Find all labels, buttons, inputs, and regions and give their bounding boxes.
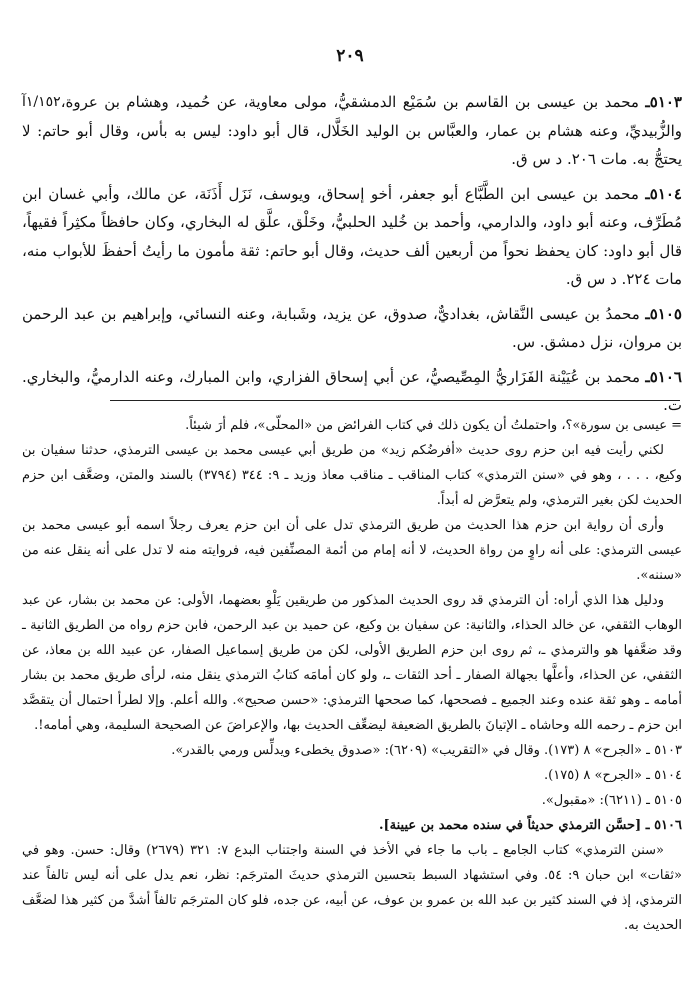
footnote-paragraph: وأرى أن رواية ابن حزم هذا الحديث من طريق الترمذي تدل على أن ابن حزم يعرف رجلاً اسمه أبو عيسى محمد بن عيسى الترمذي: على أنه راوٍ من رواة الحديث، لا أنه إمام من أئمة المصنِّفين فيه، فروايته منه لا تدل على أنه ينقل عنه من «سننه». xyxy=(22,518,682,583)
footnote-5103: ٥١٠٣ ـ «الجرح» ٨ (١٧٣). وقال في «التقريب» (٦٢٠٩): «صدوق يخطىء ويدلِّس ورمي بالقدر». xyxy=(171,743,682,758)
footnote-paragraph: ودليل هذا الذي أراه: أن الترمذي قد روى الحديث المذكور من طريقين يَلْوِ بعضهما، الأولى: عن محمد بن بشار، عن عبد الوهاب الثقفي، عن خالد الحذاء، والثانية: عن سفيان بن وكيع، عن حميد بن عبد الرحمن، فابن حزم رواه من الطريق الثانية ـ وقد ضعَّفها هو والترمذي ـ، ثم روى ابن حزم الطريق الأولى، لكن من طريق إسماعيل الصفار، عن عبيد الله بن معاذ، عن الثقفي، عن الحذاء، وأعلَّها بجهالة الصفار ـ أحد الثقات ـ، ولو كان أمامَه كتابُ الترمذي ينقل منه، لرأى طريق محمد بن بشار أمامه ـ وهو ثقة عنده وعند الجميع ـ فصححها، كما صححها الترمذي: «حسن صحيح». والله أعلم. وإلا لطرأ احتمال أن يتقصَّد ابن حزم ـ رحمه الله وحاشاه ـ الإتيانَ بالطريق الضعيفة ليضعِّف الحديث بها، والإعراضَ عن الصحيحة السليمة، وهي أمامه!. xyxy=(22,593,682,733)
entry-5103 xyxy=(22,88,682,174)
footnote-5104: ٥١٠٤ ـ «الجرح» ٨ (١٧٥). xyxy=(544,768,682,783)
footnote-5106-text: «سنن الترمذي» كتاب الجامع ـ باب ما جاء في الأخذ في السنة واجتناب البدع ٧: ٣٢١ (٢٦٧٩) وقال: حسن. وهو في «ثقات» ابن حبان ٩: ٥٤. وفي استشهاد السبط بتحسين الترمذي حديثَ المترجَم: نظر، نعم يدل على أنه ليس تالفاً عند الترمذي، إذ في السند كثير بن عبد الله بن عمرو بن عوف، عن أبيه، عن جده، فلو كان المترجَم تالفاً أشدَّ من كثير هذا لضعَّف الحديث به. xyxy=(22,843,682,933)
page-number: ٢٠٩ xyxy=(336,46,364,66)
footnote-paragraph: = عيسى بن سورة»؟، واحتملتُ أن يكون ذلك في كتاب الفرائض من «المحلّى»، فلم أرَ شيئاً. xyxy=(185,418,682,433)
entry-number: ٥١٠٥ـ xyxy=(645,304,682,323)
footnotes xyxy=(22,413,682,938)
footnote-5106-heading: ٥١٠٦ ـ [حسَّن الترمذي حديثاً في سنده محمد بن عيينة]. xyxy=(378,818,682,833)
footnote-paragraph: لكني رأيت فيه ابن حزم روى حديث «أفرضُكم زيد» من طريق أبي عيسى محمد بن عيسى الترمذي، حدثنا سفيان بن وكيع، . . . ، وهو في «سنن الترمذي» كتاب المناقب ـ مناقب معاذ وزيد ـ ٩: ٣٤٤ (٣٧٩٤) بالسند والمتن، وضعَّف ابن حزم الحديث لكن بغير الترمذي، ولم يتعرَّض له أبداً. xyxy=(22,443,682,508)
entry-5105 xyxy=(22,300,682,357)
entry-text: محمدُ بن عيسى النَّقاش، بغداديٌّ، صدوق، عن يزيد، وشَبابة، وعنه النسائي، وإبراهيم بن عبد الرحمن بن مروان، نزل دمشق. س. xyxy=(22,304,682,351)
entry-text: محمد بن عُيَيْنة الفَزَاريُّ المِصِّيصيُّ، عن أبي إسحاق الفزاري، وابن المبارك، وعنه الدارميُّ، والبخاري. ت. xyxy=(22,367,682,414)
footnote-5105: ٥١٠٥ ـ (٦٢١١): «مقبول». xyxy=(541,793,682,808)
entry-number: ٥١٠٣ـ xyxy=(645,93,682,111)
entry-5104 xyxy=(22,180,682,294)
entry-text: محمد بن عيسى ابن الطَّبَّاع أبو جعفر، أخو إسحاق، ويوسف، نَزَل أَذَنَة، عن مالك، وأبي غسان ابن مُطَرِّف، وعنه أبو داود، والدارمي، وأحمد بن خُليد الحلبيُّ، وخَلْق، علَّق له البخاري، وكان حافظاً مكثِراً فقيهاً، قال أبو داود: كان يحفظ نحواً من أربعين ألف حديث، وقال أبو حاتم: ثقة مأمون ما رأيتُ أحفظَ للأبواب منه، مات ٢٢٤. د س ق. xyxy=(22,184,682,288)
entry-text: محمد بن عيسى بن القاسم بن سُمَيْع الدمشقيُّ، مولى معاوية، عن حُميد، وهشام بن عروة، والزُّبيديِّ، وعنه هشام بن عمار، والعبَّاس بن الوليد الخَلَّال، قال أبو داود: ليس به بأس، وقال أبو حاتم: لا يحتجُّ به. مات ٢٠٦. د س ق. xyxy=(22,93,682,168)
main-text xyxy=(22,88,682,426)
manuscript-ref: ١/١٥٢آ xyxy=(22,94,61,110)
entry-number: ٥١٠٤ـ xyxy=(645,184,682,203)
entry-5106 xyxy=(22,363,682,420)
footnote-separator xyxy=(110,400,680,401)
entry-number: ٥١٠٦ـ xyxy=(645,367,682,386)
